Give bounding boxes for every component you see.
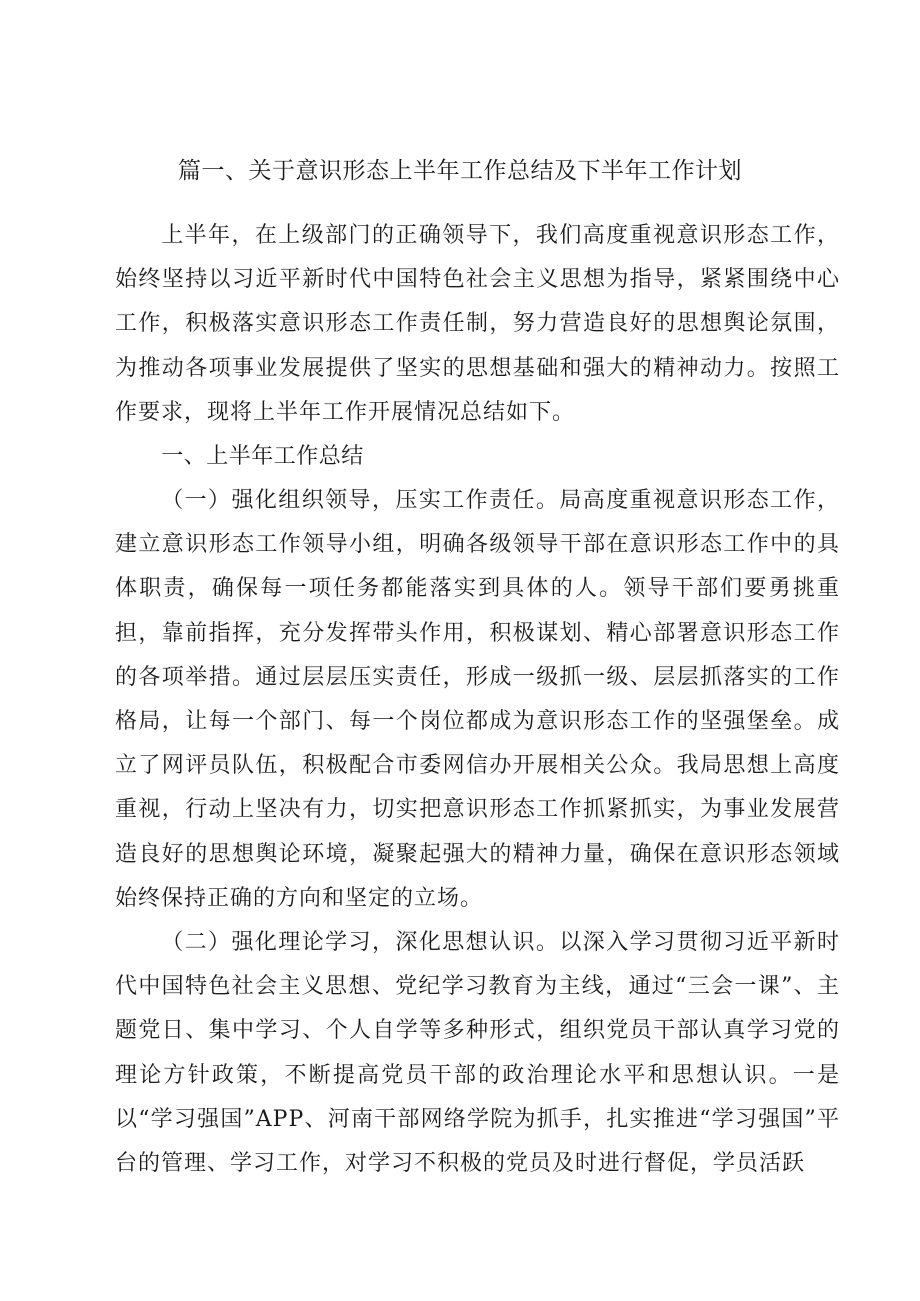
- document-title: 篇一、关于意识形态上半年工作总结及下半年工作计划: [178, 158, 742, 184]
- paragraph-organization: （一）强化组织领导，压实工作责任。局高度重视意识形态工作，建立意识形态工作领导小组，明确各级领导干部在意识形态工作中的具体职责，确保每一项任务都能落实到具体的人。领导干部们要勇挑重担，靠前指挥，充分发挥带头作用，积极谋划、精心部署意识形态工作的各项举措。通过层层压实责任，形成一级抓一级、层层抓落实的工作格局，让每一个部门、每一个岗位都成为意识形态工作的坚强堡垒。成立了网评员队伍，积极配合市委网信办开展相关公众。我局思想上高度重视，行动上坚决有力，切实把意识形态工作抓紧抓实，为事业发展营造良好的思想舆论环境，凝聚起强大的精神力量，确保在意识形态领域始终保持正确的方向和坚定的立场。: [115, 488, 840, 911]
- section-heading: 一、上半年工作总结: [161, 444, 364, 470]
- intro-paragraph: 上半年，在上级部门的正确领导下，我们高度重视意识形态工作，始终坚持以习近平新时代中国特色社会主义思想为指导，紧紧围绕中心工作，积极落实意识形态工作责任制，努力营造良好的思想舆论氛围，为推动各项事业发展提供了坚实的思想基础和强大的精神动力。按照工作要求，现将上半年工作开展情况总结如下。: [115, 223, 840, 425]
- document-body: [115, 214, 840, 1186]
- paragraph-theory-study: （二）强化理论学习，深化思想认识。以深入学习贯彻习近平新时代中国特色社会主义思想、党纪学习教育为主线，通过“三会一课”、主题党日、集中学习、个人自学等多种形式，组织党员干部认真学习党的理论方针政策，不断提高党员干部的政治理论水平和思想认识。一是以“学习强国”APP、河南干部网络学院为抓手，扎实推进“学习强国”平台的管理、学习工作，对学习不积极的党员及时进行督促，学员活跃: [115, 930, 840, 1177]
